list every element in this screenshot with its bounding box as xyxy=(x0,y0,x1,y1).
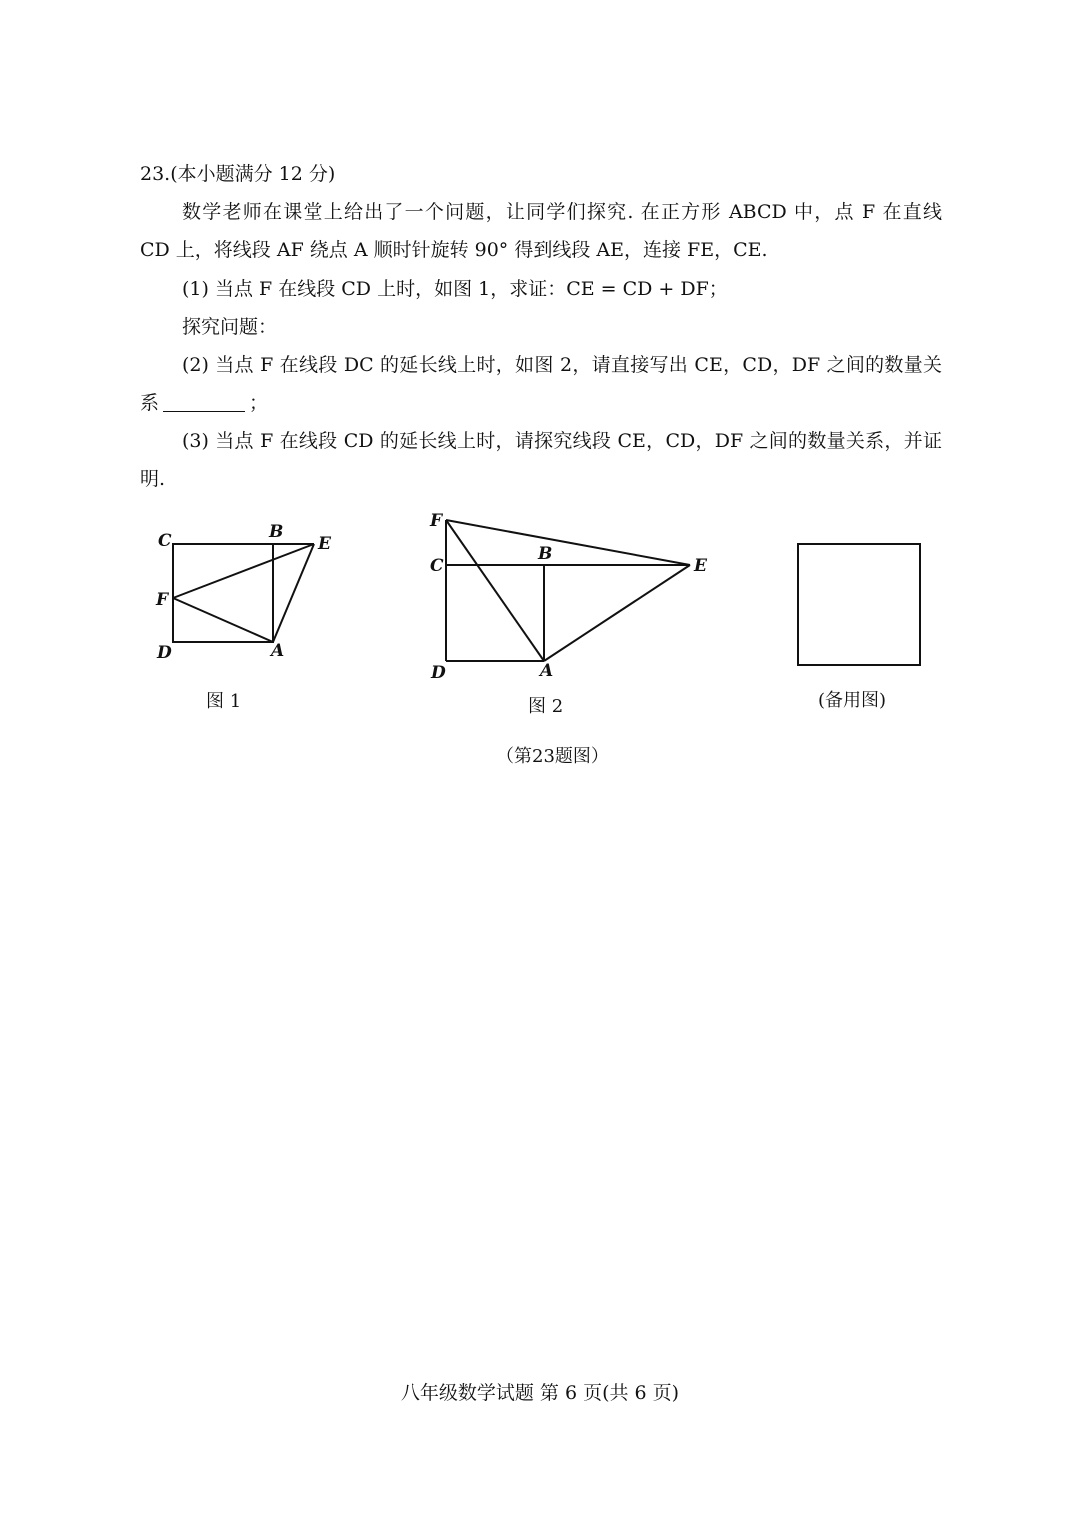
question-part2-line1: (2) 当点 F 在线段 DC 的延长线上时，如图 2，请直接写出 CE，CD，DF 之间的数量关 xyxy=(182,354,942,376)
fig2-label-b: B xyxy=(538,544,553,564)
fig2-label-a: A xyxy=(540,661,554,681)
fig3-caption: (备用图) xyxy=(818,690,887,711)
question-part2-line2 xyxy=(140,391,940,415)
question-header: 23.(本小题满分 12 分) xyxy=(140,163,336,185)
fig1-label-f: F xyxy=(156,590,169,610)
fig1-label-d: D xyxy=(157,643,172,663)
fig1-label-c: C xyxy=(158,531,172,551)
fig2-segment-fe xyxy=(446,520,690,565)
question-intro-line1: 数学老师在课堂上给出了一个问题，让同学们探究. 在正方形 ABCD 中，点 F 在直线 xyxy=(182,201,942,223)
fig1-segment-fa xyxy=(173,598,273,642)
explore-heading: 探究问题： xyxy=(182,316,278,338)
figure-1-drawing xyxy=(150,515,350,665)
fig2-label-d: D xyxy=(431,663,446,683)
fig1-caption: 图 1 xyxy=(206,691,242,712)
fig2-segment-fa xyxy=(446,520,544,661)
fig2-label-c: C xyxy=(430,556,444,576)
fig2-label-f: F xyxy=(430,511,443,531)
figure-2-drawing xyxy=(420,505,720,685)
question-part3-line2: 明. xyxy=(140,468,166,490)
figure-group-caption: （第23题图） xyxy=(496,746,609,767)
answer-blank[interactable] xyxy=(163,393,245,412)
question-part3-line1: (3) 当点 F 在线段 CD 的延长线上时，请探究线段 CE，CD，DF 之间的数量关系，并证 xyxy=(182,430,942,452)
fig1-label-b: B xyxy=(269,522,284,542)
page-footer: 八年级数学试题 第 6 页(共 6 页) xyxy=(400,1382,680,1404)
figure-spare xyxy=(796,542,926,672)
fig1-label-a: A xyxy=(271,641,285,661)
fig1-segment-ae xyxy=(273,544,314,642)
spare-square xyxy=(798,544,920,665)
figure-1 xyxy=(150,515,350,669)
part2-line2-pre: 系 xyxy=(140,392,160,414)
fig2-caption: 图 2 xyxy=(528,696,564,717)
figure-spare-drawing xyxy=(796,542,926,668)
fig1-segment-fe xyxy=(173,544,314,598)
question-part1: (1) 当点 F 在线段 CD 上时，如图 1，求证：CE = CD + DF； xyxy=(182,278,728,300)
question-intro-line2: CD 上，将线段 AF 绕点 A 顺时针旋转 90° 得到线段 AE，连接 FE，CE. xyxy=(140,239,768,261)
fig2-segment-ae xyxy=(544,565,690,661)
figure-2 xyxy=(420,505,720,689)
fig1-label-e: E xyxy=(318,534,331,554)
part2-line2-post: ； xyxy=(249,392,269,414)
fig2-label-e: E xyxy=(694,556,707,576)
